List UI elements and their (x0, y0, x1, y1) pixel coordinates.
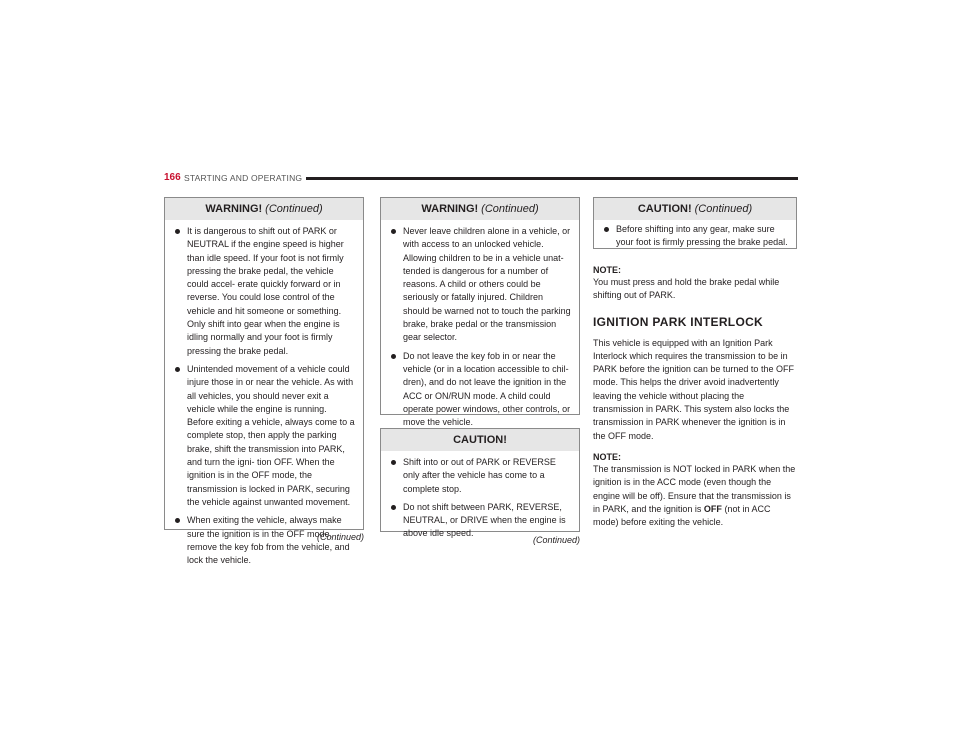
right-column-text (593, 264, 797, 529)
caution-list (602, 223, 788, 250)
warning-title: WARNING! (205, 203, 263, 215)
warning-box-col1 (164, 197, 364, 566)
warning-box-header (381, 198, 579, 220)
caution-box-header (594, 198, 796, 220)
list-item: Before shifting into any gear, make sure your foot is firmly pressing the brake pedal. (602, 223, 788, 250)
bullet-icon (391, 229, 396, 234)
caution-box-header (381, 429, 579, 451)
bullet-icon (175, 367, 180, 372)
note-text: The transmission is NOT locked in PARK when the ignition is in the ACC mode (even though the engine will be off). Ensure that the transmission is in PARK, and the ignition is OFF (not in ACC mode) before exiting the vehicle. (593, 463, 796, 528)
warning-box-col2 (380, 197, 580, 428)
section-heading: IGNITION PARK INTERLOCK (593, 314, 764, 329)
page-number: 166 (164, 172, 181, 183)
continued-tag: (Continued) (481, 203, 539, 215)
note-label: NOTE: (593, 265, 621, 275)
warning-title: WARNING! (421, 203, 479, 215)
caution-title: CAUTION! (453, 434, 507, 446)
header-rule (306, 177, 798, 180)
note-text: You must press and hold the brake pedal while shifting out of PARK. (593, 277, 780, 301)
caution-box-col3 (593, 197, 797, 249)
body-paragraph: This vehicle is equipped with an Ignition Park Interlock which requires the transmission to be in PARK before the ignition can be turned to the OFF mode. This helps the driver avoid inadvertently leaving the vehicle without placing the transmission in PARK. This system also locks the transmission in PARK whenever the ignition is in the OFF mode. (593, 337, 794, 441)
continued-footer-col1: (Continued) (316, 532, 364, 542)
list-item: When exiting the vehicle, always make sure the ignition is in the OFF mode, remove the key fob from the vehicle, and lock the vehicle. (173, 514, 355, 567)
bullet-icon (391, 460, 396, 465)
continued-tag: (Continued) (265, 203, 323, 215)
caution-title: CAUTION! (637, 203, 692, 215)
bullet-icon (175, 229, 180, 234)
bullet-icon (604, 227, 609, 232)
continued-tag: (Continued) (694, 203, 753, 215)
section-title: STARTING AND OPERATING (184, 173, 303, 183)
page-header (164, 172, 798, 186)
warning-box-header (165, 198, 363, 220)
bullet-icon (175, 518, 180, 523)
list-item: It is dangerous to shift out of PARK or NEUTRAL if the engine speed is higher than idle speed. If your foot is not firmly pressing the brake pedal, the vehicle could accel- erate quickly forward or in reverse. You could lose control of the vehicle and hit someone or something. Only shift into gear when the engine is idling normally and your foot is firmly pressing the brake pedal. (173, 225, 355, 358)
warning-list (173, 225, 355, 567)
caution-box-col2 (380, 428, 580, 539)
list-item: Do not shift between PARK, REVERSE, NEUTRAL, or DRIVE when the engine is above idle speed. (389, 501, 571, 541)
bullet-icon (391, 354, 396, 359)
list-item: Unintended movement of a vehicle could injure those in or near the vehicle. As with all vehicles, you should never exit a vehicle while the engine is running. Before exiting a vehicle, always come to a complete stop, then apply the parking brake, shift the transmission into PARK, and turn the igni- tion OFF. When the ignition is in the OFF mode, the transmission is locked in PARK, securing the vehicle against unwanted movement. (173, 363, 355, 509)
list-item: Never leave children alone in a vehicle, or with access to an unlocked vehicle. Allowing children to be in a vehicle unat- tended is dangerous for a number of reasons. A child or others could be seriously or fatally injured. Children should be warned not to touch the parking brake, brake pedal or the transmission gear selector. (389, 225, 571, 345)
caution-list (389, 456, 571, 541)
bullet-icon (391, 505, 396, 510)
list-item: Do not leave the key fob in or near the vehicle (or in a location accessible to chil- dren), and do not leave the ignition in the ACC or ON/RUN mode. A child could operate power windows, other controls, or move the vehicle. (389, 350, 571, 430)
warning-list (389, 225, 571, 429)
note-label: NOTE: (593, 451, 621, 462)
continued-footer-col2: (Continued) (532, 535, 580, 545)
list-item: Shift into or out of PARK or REVERSE only after the vehicle has come to a complete stop. (389, 456, 571, 496)
